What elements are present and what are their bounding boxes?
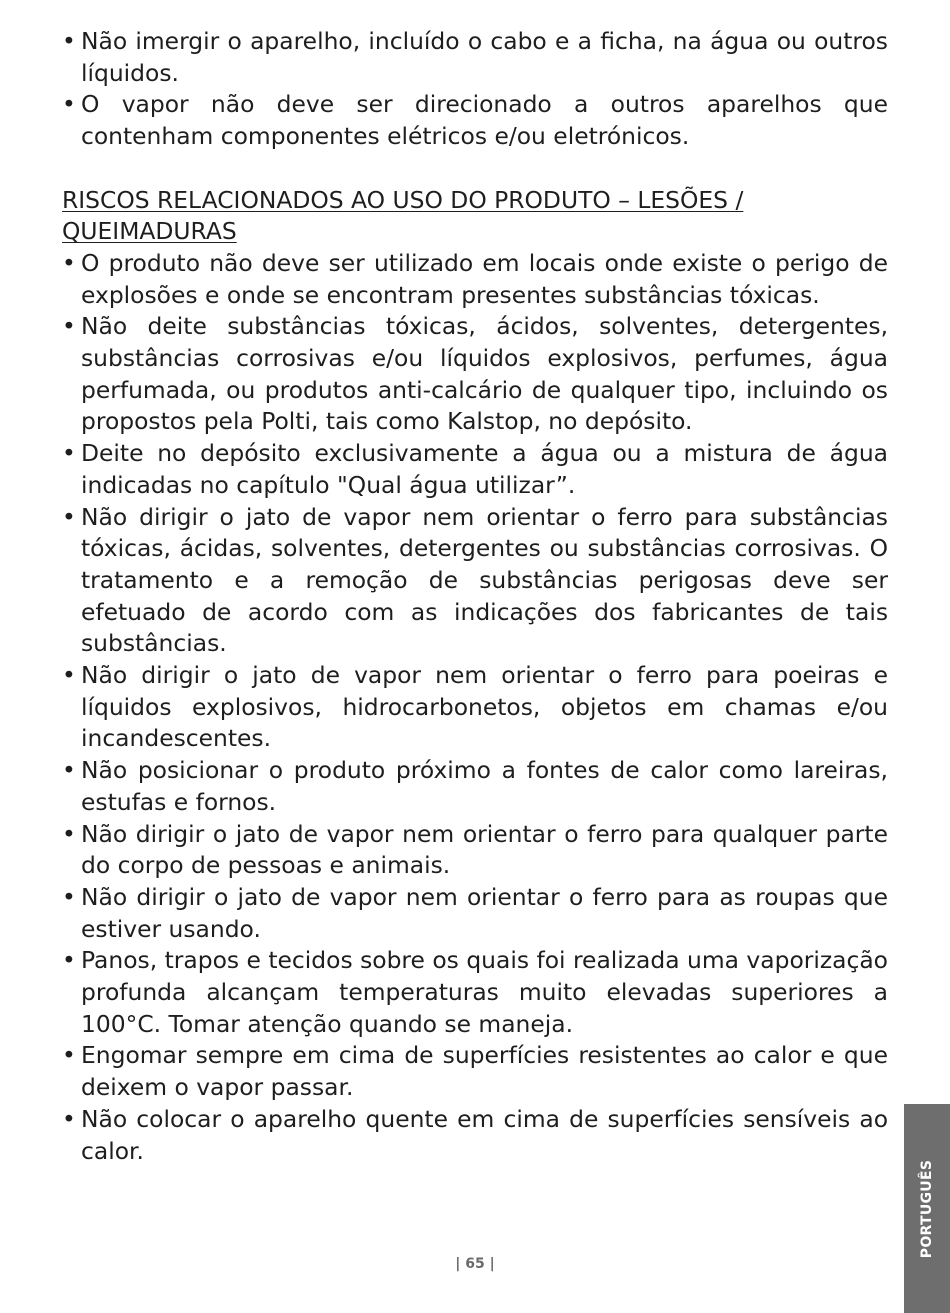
language-tab-label: PORTUGUÊS xyxy=(919,1159,935,1258)
list-item: • Não posicionar o produto próximo a fontes de calor como lareiras, estufas e fornos. xyxy=(62,755,888,818)
intro-list xyxy=(62,26,888,153)
list-item: • Panos, trapos e tecidos sobre os quais foi realizada uma vaporização profunda alcançam temperaturas muito elevadas superiores a 100°C. Tomar atenção quando se maneja. xyxy=(62,945,888,1040)
list-item: • Não deite substâncias tóxicas, ácidos, solventes, detergentes, substâncias corrosivas e/ou líquidos explosivos, perfumes, água perfumada, ou produtos anti-calcário de qualquer tipo, incluindo os propostos pela Polti, tais como Kalstop, no depósito. xyxy=(62,311,888,438)
list-item: • Não dirigir o jato de vapor nem orientar o ferro para poeiras e líquidos explosivos, hidrocarbonetos, objetos em chamas e/ou incandescentes. xyxy=(62,660,888,755)
list-item: • Não colocar o aparelho quente em cima de superfícies sensíveis ao calor. xyxy=(62,1104,888,1167)
page-content xyxy=(62,26,888,1167)
page-number: | 65 | xyxy=(455,1256,495,1272)
list-item: • O produto não deve ser utilizado em locais onde existe o perigo de explosões e onde se encontram presentes substâncias tóxicas. xyxy=(62,248,888,311)
language-tab xyxy=(904,1104,950,1313)
list-item: • Não dirigir o jato de vapor nem orientar o ferro para qualquer parte do corpo de pessoas e animais. xyxy=(62,819,888,882)
list-item: • Engomar sempre em cima de superfícies resistentes ao calor e que deixem o vapor passar. xyxy=(62,1040,888,1103)
spacer xyxy=(62,153,888,185)
list-item: • Não imergir o aparelho, incluído o cabo e a ficha, na água ou outros líquidos. xyxy=(62,26,888,89)
safety-list xyxy=(62,248,888,1167)
list-item: • O vapor não deve ser direcionado a outros aparelhos que contenham componentes elétricos e/ou eletrónicos. xyxy=(62,89,888,152)
list-item: • Não dirigir o jato de vapor nem orientar o ferro para substâncias tóxicas, ácidas, solventes, detergentes ou substâncias corrosivas. O tratamento e a remoção de substâncias perigosas deve ser efetuado de acordo com as indicações dos fabricantes de tais substâncias. xyxy=(62,502,888,661)
list-item: • Não dirigir o jato de vapor nem orientar o ferro para as roupas que estiver usando. xyxy=(62,882,888,945)
list-item: • Deite no depósito exclusivamente a água ou a mistura de água indicadas no capítulo "Qual água utilizar”. xyxy=(62,438,888,501)
section-heading: RISCOS RELACIONADOS AO USO DO PRODUTO – LESÕES / QUEIMADURAS xyxy=(62,185,744,246)
